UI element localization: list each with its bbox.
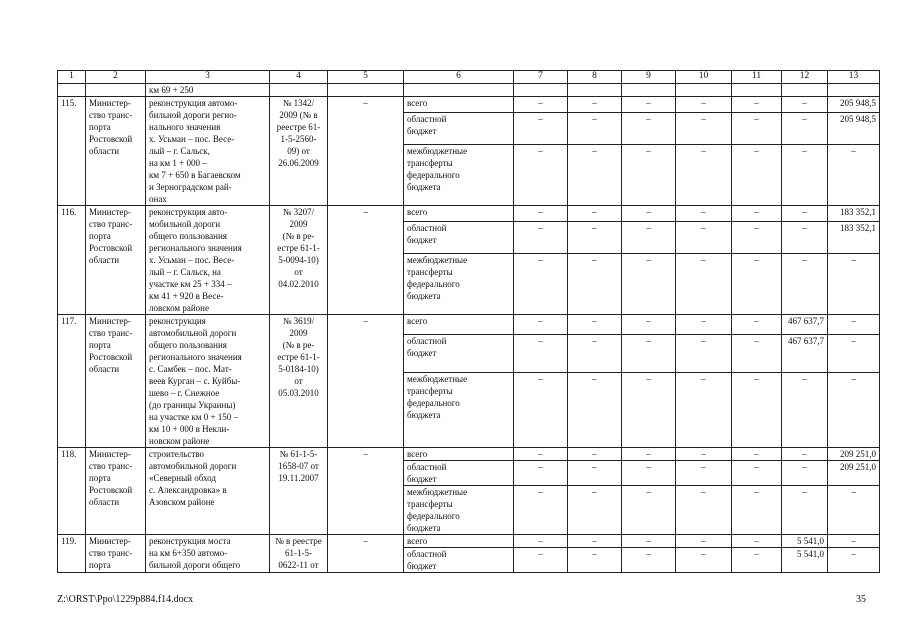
customer-text: Ростовской bbox=[89, 352, 133, 362]
funding-source-cell bbox=[404, 97, 514, 113]
amount-cell: 467 637,7 bbox=[782, 334, 828, 372]
amount-cell: – bbox=[676, 535, 732, 548]
amount-cell: – bbox=[622, 253, 676, 314]
amount-cell: – bbox=[568, 97, 622, 113]
funding-source-text: трансферты bbox=[407, 386, 453, 397]
document-cell bbox=[270, 315, 328, 448]
amount-cell: – bbox=[568, 373, 622, 448]
object-cell bbox=[146, 448, 270, 535]
funding-source-cell bbox=[404, 486, 514, 535]
funding-source-text: всего bbox=[407, 207, 428, 217]
object-text: регионального значения bbox=[149, 243, 242, 253]
funding-source-text: межбюджетные bbox=[407, 145, 468, 156]
funding-source-text: межбюджетные bbox=[407, 487, 468, 497]
column-number: 6 bbox=[404, 71, 514, 84]
document-text: № 3619/ bbox=[282, 316, 315, 326]
document-text: (№ в ре- bbox=[282, 231, 315, 241]
document-text: 26.06.2009 bbox=[278, 158, 319, 168]
customer-text: области bbox=[89, 364, 120, 374]
table-row bbox=[58, 97, 880, 113]
amount-cell: – bbox=[732, 448, 782, 461]
object-text: мобильной дороги bbox=[149, 219, 221, 229]
amount-cell: – bbox=[568, 448, 622, 461]
customer-text: Министер- bbox=[89, 316, 131, 326]
amount-cell: – bbox=[622, 315, 676, 335]
amount-cell: – bbox=[514, 535, 568, 548]
column-5-cell: – bbox=[328, 97, 404, 206]
amount-cell: – bbox=[514, 206, 568, 222]
column-number: 1 bbox=[58, 71, 86, 84]
object-text: х. Усьман – пос. Весе- bbox=[149, 255, 235, 265]
customer-text: Ростовской bbox=[89, 485, 133, 495]
continued-row bbox=[58, 84, 880, 97]
data-table bbox=[57, 70, 880, 573]
row-number: 119. bbox=[58, 535, 86, 573]
amount-cell: – bbox=[568, 253, 622, 314]
amount-cell: – bbox=[732, 222, 782, 253]
funding-source-text: федерального bbox=[407, 278, 460, 289]
file-path-footer: Z:\ORST\Ppo\1229p884.f14.docx bbox=[57, 594, 194, 605]
column-number: 4 bbox=[270, 71, 328, 84]
funding-source-cell bbox=[404, 548, 514, 573]
object-text: с. Александровка» в bbox=[149, 485, 227, 495]
column-number: 5 bbox=[328, 71, 404, 84]
funding-source-text: областной bbox=[407, 114, 447, 125]
row-number: 116. bbox=[58, 206, 86, 315]
column-number: 2 bbox=[86, 71, 146, 84]
table-row bbox=[58, 448, 880, 461]
column-number: 3 bbox=[146, 71, 270, 84]
funding-source-text: всего bbox=[407, 449, 428, 459]
customer-text: Министер- bbox=[89, 98, 131, 108]
object-text: реконструкция моста bbox=[149, 536, 231, 546]
column-5-cell: – bbox=[328, 535, 404, 573]
amount-cell: 209 251,0 bbox=[828, 461, 880, 486]
amount-cell: – bbox=[622, 448, 676, 461]
object-text: веев Курган – с. Куйбы- bbox=[149, 376, 241, 386]
funding-source-cell bbox=[404, 253, 514, 314]
customer-text: Министер- bbox=[89, 449, 131, 459]
column-number: 13 bbox=[828, 71, 880, 84]
amount-cell: – bbox=[676, 373, 732, 448]
customer-text: порта bbox=[89, 340, 111, 350]
amount-cell: – bbox=[828, 334, 880, 372]
amount-cell: – bbox=[676, 113, 732, 144]
amount-cell: – bbox=[732, 253, 782, 314]
funding-source-text: всего bbox=[407, 536, 428, 546]
funding-source-text: всего bbox=[407, 316, 428, 326]
customer-text: области bbox=[89, 146, 120, 156]
amount-cell: – bbox=[676, 315, 732, 335]
document-text: № 3207/ bbox=[282, 207, 315, 217]
funding-source-text: бюджет bbox=[407, 561, 437, 571]
object-text: регионального значения bbox=[149, 352, 242, 362]
customer-text: порта bbox=[89, 560, 111, 570]
amount-cell: – bbox=[568, 461, 622, 486]
object-text: «Северный обход bbox=[149, 473, 216, 483]
amount-cell: – bbox=[514, 97, 568, 113]
object-text: реконструкция автомо- bbox=[149, 98, 238, 108]
amount-cell: – bbox=[622, 461, 676, 486]
amount-cell: – bbox=[828, 548, 880, 573]
customer-cell bbox=[86, 315, 146, 448]
document-text: 5-0094-10) bbox=[278, 255, 319, 265]
document-text: № 61-1-5- bbox=[279, 449, 318, 459]
customer-text: Министер- bbox=[89, 207, 131, 217]
amount-cell: – bbox=[732, 97, 782, 113]
column-number: 11 bbox=[732, 71, 782, 84]
row-number: 118. bbox=[58, 448, 86, 535]
object-text: строительство bbox=[149, 449, 204, 459]
page-number: 35 bbox=[856, 594, 866, 605]
funding-source-text: бюджет bbox=[407, 474, 437, 484]
table-row bbox=[58, 535, 880, 548]
amount-cell: 209 251,0 bbox=[828, 448, 880, 461]
object-cell bbox=[146, 535, 270, 573]
object-text: лый – г. Сальск, на bbox=[149, 267, 221, 277]
funding-source-cell bbox=[404, 448, 514, 461]
amount-cell: – bbox=[782, 253, 828, 314]
object-text: лый – г. Сальск, bbox=[149, 146, 210, 156]
amount-cell: – bbox=[828, 315, 880, 335]
document-text: 2009 (№ в bbox=[279, 110, 318, 120]
funding-source-text: трансферты bbox=[407, 266, 453, 277]
amount-cell: – bbox=[514, 222, 568, 253]
amount-cell: – bbox=[568, 113, 622, 144]
amount-cell: 5 541,0 bbox=[782, 535, 828, 548]
object-text: (до границы Украины) bbox=[149, 400, 236, 410]
document-text: 61-1-5- bbox=[285, 548, 312, 558]
funding-source-text: бюджета bbox=[407, 523, 441, 533]
amount-cell: – bbox=[732, 144, 782, 205]
funding-source-text: бюджет bbox=[407, 347, 437, 358]
amount-cell: – bbox=[622, 97, 676, 113]
amount-cell: – bbox=[568, 548, 622, 573]
amount-cell: – bbox=[782, 222, 828, 253]
amount-cell: – bbox=[676, 461, 732, 486]
column-5-cell: – bbox=[328, 206, 404, 315]
amount-cell: – bbox=[568, 535, 622, 548]
object-text: х. Усьман – пос. Весе- bbox=[149, 134, 235, 144]
funding-source-text: всего bbox=[407, 98, 428, 108]
document-text: естре 61-1- bbox=[277, 352, 320, 362]
amount-cell: – bbox=[828, 486, 880, 535]
amount-cell: – bbox=[622, 486, 676, 535]
document-text: 1-5-2560- bbox=[280, 134, 317, 144]
amount-cell: – bbox=[622, 144, 676, 205]
amount-cell: – bbox=[828, 144, 880, 205]
funding-source-text: бюджет bbox=[407, 235, 437, 246]
amount-cell: – bbox=[622, 373, 676, 448]
customer-text: ство транс- bbox=[89, 110, 133, 120]
amount-cell: – bbox=[828, 373, 880, 448]
object-text: автомобильной дороги bbox=[149, 461, 237, 471]
amount-cell: – bbox=[676, 222, 732, 253]
amount-cell: – bbox=[514, 548, 568, 573]
object-text: реконструкция bbox=[149, 316, 206, 326]
customer-cell bbox=[86, 535, 146, 573]
funding-source-cell bbox=[404, 206, 514, 222]
amount-cell: – bbox=[514, 486, 568, 535]
amount-cell: 205 948,5 bbox=[828, 113, 880, 144]
customer-text: порта bbox=[89, 122, 111, 132]
funding-source-cell bbox=[404, 461, 514, 486]
customer-text: ство транс- bbox=[89, 328, 133, 338]
amount-cell: – bbox=[732, 315, 782, 335]
amount-cell: – bbox=[622, 535, 676, 548]
funding-source-text: федерального bbox=[407, 398, 460, 409]
amount-cell: – bbox=[514, 113, 568, 144]
funding-source-text: бюджет bbox=[407, 126, 437, 137]
amount-cell: – bbox=[514, 461, 568, 486]
document-text: (№ в ре- bbox=[282, 340, 315, 350]
funding-source-text: федерального bbox=[407, 169, 460, 180]
document-text: 2009 bbox=[289, 219, 308, 229]
funding-source-text: федерального bbox=[407, 511, 460, 521]
customer-cell bbox=[86, 97, 146, 206]
customer-text: области bbox=[89, 497, 120, 507]
document-text: от bbox=[294, 267, 303, 277]
amount-cell: – bbox=[514, 448, 568, 461]
funding-source-text: межбюджетные bbox=[407, 374, 468, 385]
document-text: 05.03.2010 bbox=[278, 388, 319, 398]
amount-cell: – bbox=[782, 461, 828, 486]
amount-cell: – bbox=[514, 373, 568, 448]
customer-text: порта bbox=[89, 231, 111, 241]
amount-cell: – bbox=[676, 144, 732, 205]
column-number: 8 bbox=[568, 71, 622, 84]
object-text: новском районе bbox=[149, 436, 210, 446]
table-body bbox=[58, 71, 880, 573]
funding-source-cell bbox=[404, 222, 514, 253]
amount-cell: – bbox=[732, 461, 782, 486]
amount-cell: – bbox=[568, 486, 622, 535]
customer-text: Ростовской bbox=[89, 243, 133, 253]
amount-cell: – bbox=[514, 253, 568, 314]
column-5-cell: – bbox=[328, 448, 404, 535]
funding-source-text: трансферты bbox=[407, 499, 453, 509]
customer-text: области bbox=[89, 255, 120, 265]
amount-cell: – bbox=[732, 334, 782, 372]
object-text: реконструкция авто- bbox=[149, 207, 228, 217]
object-text: бильной дороги общего bbox=[149, 560, 241, 570]
amount-cell: – bbox=[568, 334, 622, 372]
funding-source-text: областной bbox=[407, 335, 447, 346]
column-5-cell: – bbox=[328, 315, 404, 448]
object-text: км 7 + 650 в Багаевском bbox=[149, 170, 241, 180]
object-text: участке км 25 + 334 – bbox=[149, 279, 232, 289]
object-cell bbox=[146, 97, 270, 206]
funding-source-text: областной bbox=[407, 223, 447, 234]
object-text: бильной дороги регио- bbox=[149, 110, 237, 120]
customer-text: ство транс- bbox=[89, 461, 133, 471]
document-text: 2009 bbox=[289, 328, 308, 338]
amount-cell: – bbox=[782, 97, 828, 113]
object-description: км 69 + 250 bbox=[146, 84, 270, 97]
amount-cell: 183 352,1 bbox=[828, 222, 880, 253]
object-text: на км 6+350 автомо- bbox=[149, 548, 228, 558]
funding-source-cell bbox=[404, 334, 514, 372]
object-text: на км 1 + 000 – bbox=[149, 158, 207, 168]
amount-cell: – bbox=[676, 486, 732, 535]
amount-cell: – bbox=[568, 144, 622, 205]
customer-text: порта bbox=[89, 473, 111, 483]
amount-cell: – bbox=[782, 144, 828, 205]
funding-source-text: бюджета bbox=[407, 181, 441, 192]
object-text: онах bbox=[149, 194, 167, 204]
amount-cell: – bbox=[732, 206, 782, 222]
column-number-row bbox=[58, 71, 880, 84]
amount-cell: – bbox=[514, 315, 568, 335]
amount-cell: – bbox=[622, 548, 676, 573]
funding-source-cell bbox=[404, 315, 514, 335]
funding-source-text: бюджета bbox=[407, 290, 441, 301]
column-number: 10 bbox=[676, 71, 732, 84]
object-text: шево – г. Снежное bbox=[149, 388, 220, 398]
object-text: общего пользования bbox=[149, 340, 227, 350]
amount-cell: – bbox=[828, 535, 880, 548]
column-number: 9 bbox=[622, 71, 676, 84]
customer-cell bbox=[86, 448, 146, 535]
amount-cell: – bbox=[782, 448, 828, 461]
amount-cell: – bbox=[676, 97, 732, 113]
column-number: 12 bbox=[782, 71, 828, 84]
amount-cell: – bbox=[568, 206, 622, 222]
funding-source-text: областной bbox=[407, 549, 447, 559]
amount-cell: – bbox=[782, 486, 828, 535]
document-text: 0622-11 от bbox=[278, 560, 319, 570]
amount-cell: 205 948,5 bbox=[828, 97, 880, 113]
document-text: реестре 61- bbox=[276, 122, 321, 132]
amount-cell: – bbox=[732, 486, 782, 535]
funding-source-cell bbox=[404, 373, 514, 448]
object-text: Азовском районе bbox=[149, 497, 215, 507]
customer-text: ство транс- bbox=[89, 219, 133, 229]
amount-cell: – bbox=[568, 222, 622, 253]
document-text: № в реестре bbox=[275, 536, 322, 546]
object-text: автомобильной дороги bbox=[149, 328, 237, 338]
amount-cell: – bbox=[514, 334, 568, 372]
amount-cell: – bbox=[782, 113, 828, 144]
customer-cell bbox=[86, 206, 146, 315]
amount-cell: – bbox=[622, 113, 676, 144]
table-row bbox=[58, 206, 880, 222]
amount-cell: – bbox=[514, 144, 568, 205]
amount-cell: – bbox=[622, 222, 676, 253]
amount-cell: – bbox=[782, 206, 828, 222]
document-text: от bbox=[294, 376, 303, 386]
table-row bbox=[58, 315, 880, 335]
amount-cell: – bbox=[732, 373, 782, 448]
object-cell bbox=[146, 315, 270, 448]
funding-source-text: межбюджетные bbox=[407, 254, 468, 265]
object-text: нального значения bbox=[149, 122, 221, 132]
document-cell bbox=[270, 206, 328, 315]
amount-cell: – bbox=[782, 373, 828, 448]
document-cell bbox=[270, 448, 328, 535]
customer-text: Ростовской bbox=[89, 134, 133, 144]
customer-text: Министер- bbox=[89, 536, 131, 546]
amount-cell: – bbox=[622, 334, 676, 372]
document-cell bbox=[270, 97, 328, 206]
document-text: естре 61-1- bbox=[277, 243, 320, 253]
amount-cell: – bbox=[732, 113, 782, 144]
document-text: 5-0184-10) bbox=[278, 364, 319, 374]
funding-source-text: бюджета bbox=[407, 410, 441, 421]
amount-cell: 5 541,0 bbox=[782, 548, 828, 573]
document-text: 09) от bbox=[287, 146, 310, 156]
funding-source-cell bbox=[404, 535, 514, 548]
amount-cell: – bbox=[676, 548, 732, 573]
object-cell bbox=[146, 206, 270, 315]
amount-cell: – bbox=[676, 206, 732, 222]
amount-cell: – bbox=[828, 253, 880, 314]
object-text: общего пользования bbox=[149, 231, 227, 241]
customer-text: ство транс- bbox=[89, 548, 133, 558]
document-text: 1658-07 от bbox=[278, 461, 319, 471]
object-text: с. Самбек – пос. Мат- bbox=[149, 364, 232, 374]
row-number: 117. bbox=[58, 315, 86, 448]
amount-cell: – bbox=[676, 334, 732, 372]
funding-source-text: трансферты bbox=[407, 157, 453, 168]
amount-cell: – bbox=[568, 315, 622, 335]
funding-source-cell bbox=[404, 144, 514, 205]
document-cell bbox=[270, 535, 328, 573]
object-text: ловском районе bbox=[149, 303, 209, 313]
object-text: и Зерноградском рай- bbox=[149, 182, 232, 192]
funding-source-text: областной bbox=[407, 462, 447, 472]
amount-cell: 467 637,7 bbox=[782, 315, 828, 335]
amount-cell: – bbox=[676, 448, 732, 461]
document-text: 04.02.2010 bbox=[278, 279, 319, 289]
row-number: 115. bbox=[58, 97, 86, 206]
document-text: 19.11.2007 bbox=[278, 473, 319, 483]
amount-cell: – bbox=[732, 535, 782, 548]
amount-cell: – bbox=[622, 206, 676, 222]
object-text: км 10 + 000 в Некли- bbox=[149, 424, 230, 434]
amount-cell: 183 352,1 bbox=[828, 206, 880, 222]
object-text: на участке км 0 + 150 – bbox=[149, 412, 239, 422]
amount-cell: – bbox=[676, 253, 732, 314]
object-text: км 41 + 920 в Весе- bbox=[149, 291, 224, 301]
document-text: № 1342/ bbox=[282, 98, 315, 108]
funding-source-cell bbox=[404, 113, 514, 144]
amount-cell: – bbox=[732, 548, 782, 573]
column-number: 7 bbox=[514, 71, 568, 84]
